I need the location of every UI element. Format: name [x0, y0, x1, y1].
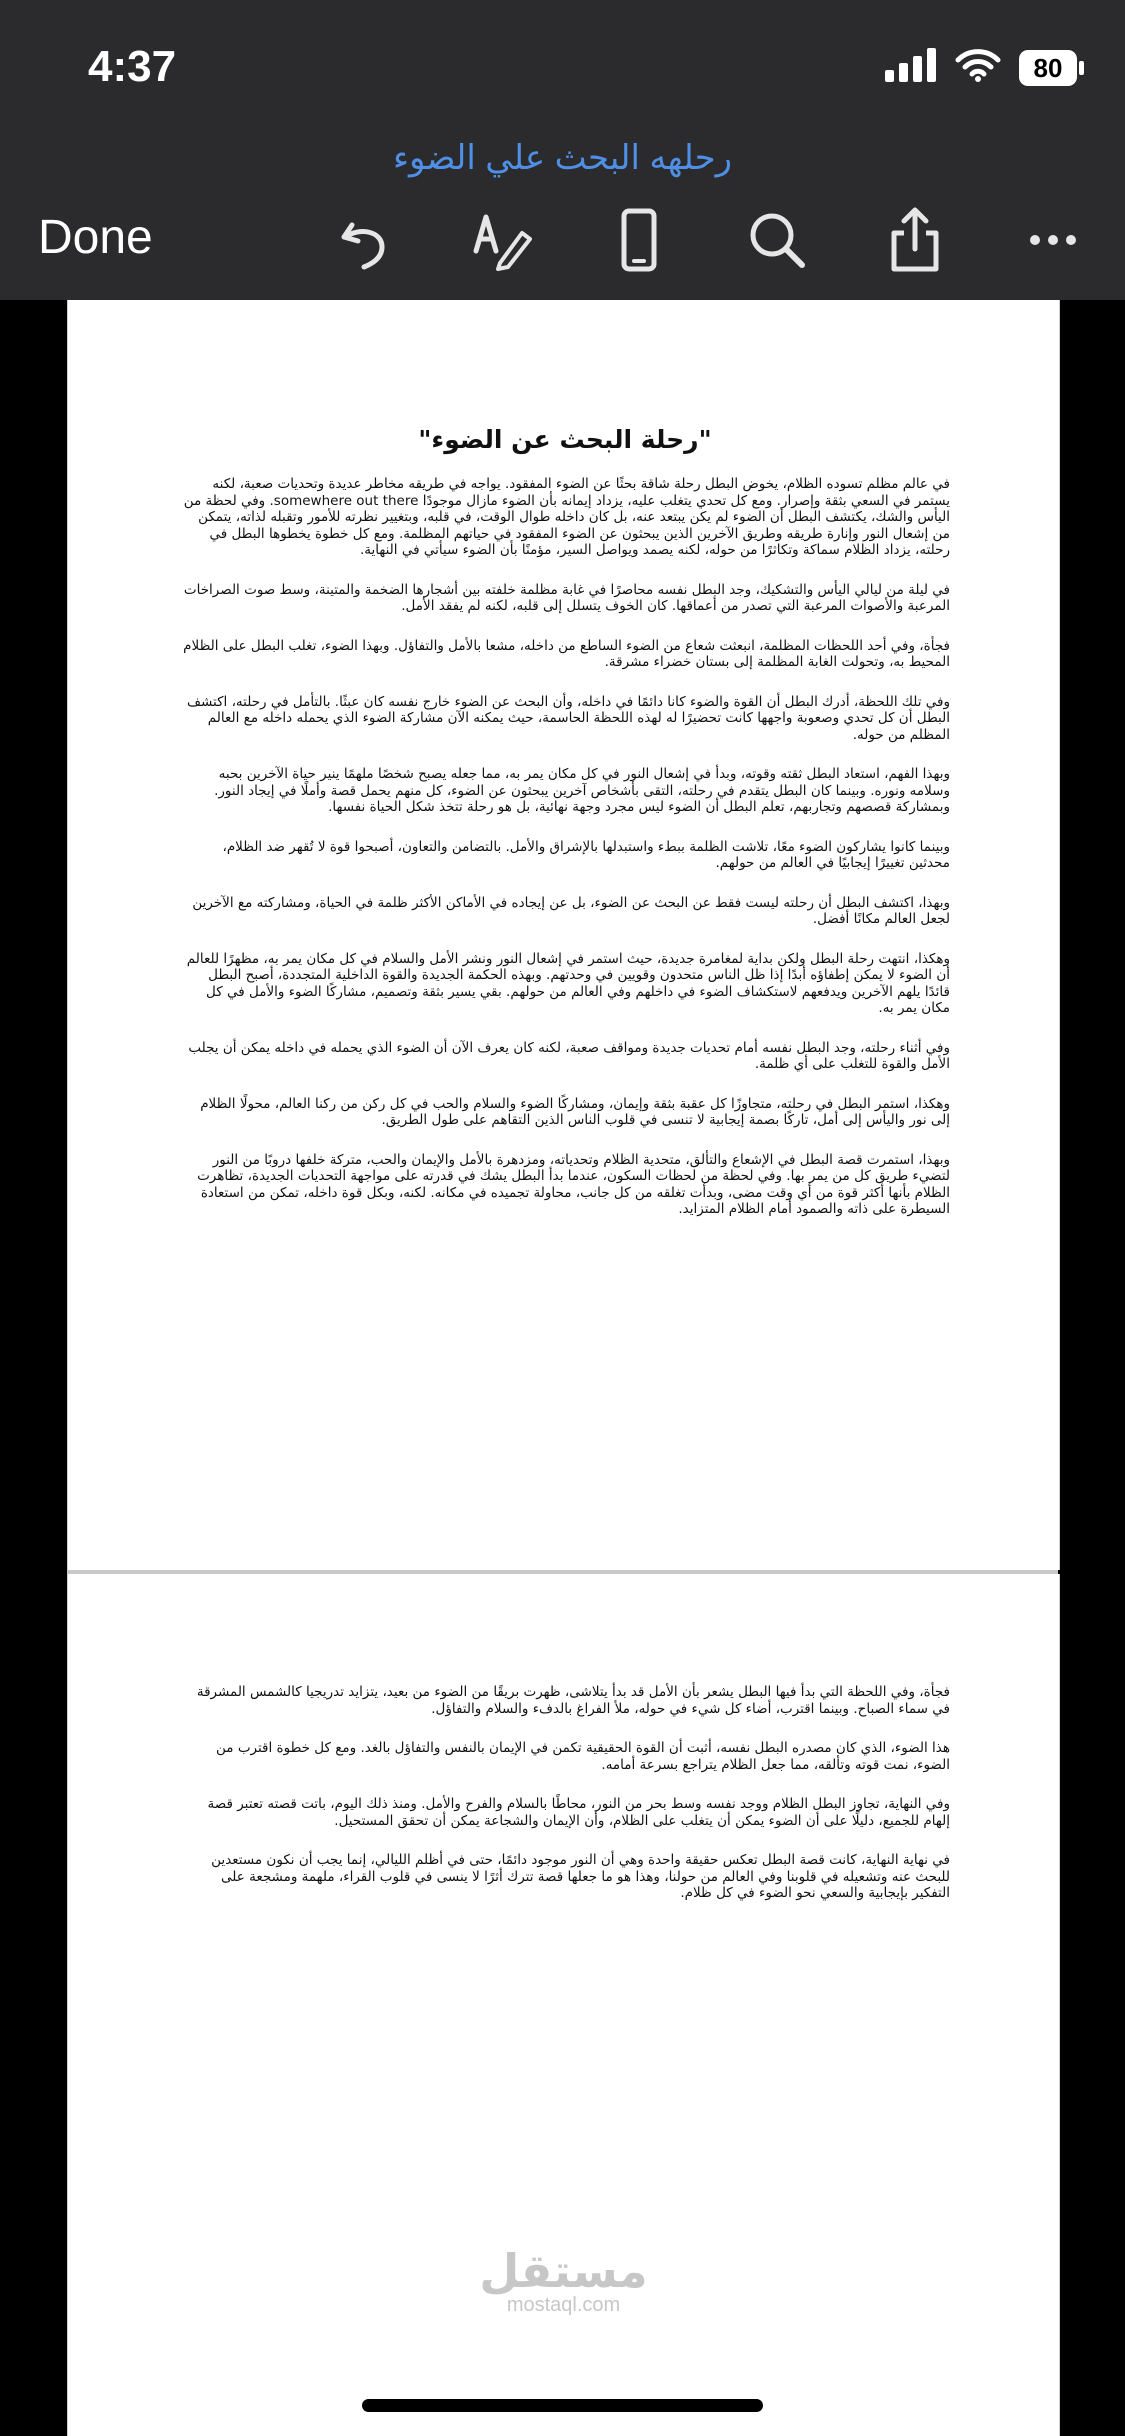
document-page-1 [67, 300, 1060, 1570]
document-heading: "رحلة البحث عن الضوء" [418, 425, 712, 454]
paragraph: وهكذا، انتهت رحلة البطل ولكن بداية لمغامرة جديدة، حيث استمر في إشعال النور ونشر الأمل والسلام في كل مكان يمر به، مظهرًا للعالم أن الضوء لا يمكن إطفاؤه أبدًا إذا ظل الناس متحدون وقويين في وحدتهم. وبهذه الحكمة الجديدة والقوة الداخلية المتجددة، أصبح البطل قائدًا يلهم الآخرين ويدفعهم لاستكشاف الضوء في داخلهم وفي العالم من حولهم. بقي يسير بثقة وتصميم، مشاركًا الضوء والأمل في كل مكان يمر به. [186, 950, 950, 1016]
undo-button[interactable] [330, 205, 400, 275]
phone-view-icon [604, 205, 674, 275]
status-time: 4:37 [88, 42, 177, 91]
status-icons [885, 48, 1085, 87]
paragraph: في ليلة من ليالي اليأس والتشكيك، وجد البطل نفسه محاصرًا في غابة مظلمة خلفته بين أشجارها الضخمة والمتينة، وسط صوت الصراخات المرعبة والأصوات المرعبة التي تصدر من أعماقها. كان الخوف يتسلل إلى قلبه، لكنه لم يفقد الأمل. [183, 581, 950, 614]
more-icon [1018, 205, 1088, 275]
page-1-content [180, 424, 950, 1241]
page-2-content [180, 1684, 950, 1925]
markup-button[interactable] [466, 205, 536, 275]
paragraph: فجأة، وفي اللحظة التي بدأ فيها البطل يشعر بأن الأمل قد بدأ يتلاشى، ظهرت بريقًا من الضوء من بعيد، يتزايد تدريجيا كالشمس المشرقة في سماء الصباح. وبينما اقترب، أضاء كل شيء في حوله، ملأ الفراغ بالدفء والسلام والتفاؤل. [196, 1684, 950, 1717]
paragraph: وفي أثناء رحلته، وجد البطل نفسه أمام تحديات جديدة ومواقف صعبة، لكنه كان يعرف الآن أن الضوء الذي يحمله في داخله يمكن أن يجلب الأمل والقوة للتغلب على أي ظلمة. [188, 1039, 950, 1072]
paragraph: في عالم مظلم تسوده الظلام، يخوض البطل رحلة شاقة بحثًا عن الضوء المفقود. يواجه في طريقه مخاطر عديدة وتحديات صعبة، لكنه يستمر في السعي بثقة وإصرار. ومع كل تحدي يتغلب عليه، يزداد إيمانه بأن الضوء مازال موجودًا somewhere out there. وفي لحظة من اليأس والشك، يكتشف البطل أن الضوء لم يكن يبتعد عنه، بل كان داخله طوال الوقت، في قلبه، وبتغيير نظرته للأمور وتقبله لذاته، يتمكن من إشعال النور وإنارة طريقه وطريق الآخرين الذين يبحثون عن الضوء المفقود في حياتهم المظلمة. ومع كل خطوة يخطوها البطل في رحلته، يزداد الظلام سماكة وتكاثرًا من حوله، لكنه يصمد ويواصل السير، مؤمنًا بأن الضوء سيأتي في النهاية. [183, 476, 950, 558]
paragraph: وبهذا الفهم، استعاد البطل ثقته وقوته، وبدأ في إشعال النور في كل مكان يمر به، مما جعله يصبح شخصًا ملهمًا ينير حياة الآخرين بحبه وسلامه ونوره. وبينما كان البطل يتقدم في رحلته، التقى بأشخاص آخرين يبحثون عن الضوء، كل منهم يحمل قصة وأملًا في إيجاد النور. وبمشاركة قصصهم وتجاربهم، تعلم البطل أن الضوء ليس مجرد وجهة نهائية، بل هو رحلة تتخذ شكل الحياة نفسها. [214, 766, 950, 815]
right-margin [1058, 300, 1125, 2436]
markup-pen-icon [466, 205, 536, 275]
phone-view-button[interactable] [604, 205, 674, 275]
paragraph: وبينما كانوا يشاركون الضوء معًا، تلاشت الظلمة ببطء واستبدلها بالإشراق والأمل. بالتضامن والتعاون، أصبحوا قوة لا تُقهر ضد الظلام، محدثين تغييرًا إيجابيًا في العالم من حولهم. [222, 838, 950, 871]
paragraph: وبهذا، استمرت قصة البطل في الإشعاع والتألق، متحدية الظلام وتحدياته، ومزدهرة بالأمل والإيمان والحب، متركة خلفها دروبًا من النور لتضيء طريق كل من يمر بها. وفي لحظة من لحظات السكون، عندما بدأ البطل يشك في قدرته على مواجهة التحديات الجديدة، تظاهرت الظلام بأنها أكثر قوة من أي وقت مضى، وبدأت تغلقه من كل جانب، محاولة تجميده في مكانه. لكنه، وبكل قوة داخله، تمكن من استعادة السيطرة على ذاته والصمود أمام الظلام المتزايد. [197, 1151, 950, 1217]
cellular-signal-icon [885, 48, 937, 87]
search-button[interactable] [742, 205, 812, 275]
paragraph: هذا الضوء، الذي كان مصدره البطل نفسه، أثبت أن القوة الحقيقية تكمن في الإيمان بالنفس والتفاؤل بالغد. ومع كل خطوة اقترب من الضوء، نمت قوته وتألقه، مما جعل الظلام يتراجع بسرعة أمامه. [216, 1740, 950, 1773]
paragraph: وفي النهاية، تجاوز البطل الظلام ووجد نفسه وسط بحر من النور، محاطًا بالسلام والفرح والأمل. ومنذ ذلك اليوم، باتت قصته تعتبر قصة إلهام للجميع، دليلًا على أن الضوء يمكن أن يتغلب على الظلام، وأن الإيمان والشجاعة يمكن أن تحقق المستحيل. [207, 1796, 950, 1829]
paragraph: فجأة، وفي أحد اللحظات المظلمة، انبعثت شعاع من الضوء الساطع من داخله، مشعا بالأمل والتفاؤل. وبهذا الضوء، تغلب البطل على الظلام المحيط به، وتحولت الغابة المظلمة إلى بستان خضراء مشرقة. [183, 637, 950, 670]
paragraph: وفي تلك اللحظة، أدرك البطل أن القوة والضوء كانا دائمًا في داخله، وأن البحث عن الضوء خارج نفسه كان عبثًا. بالتأمل في رحلته، اكتشف البطل أن كل تحدي وصعوبة واجهها كانت تحضيرًا له لهذه اللحظة الحاسمة، حيث يمكنه الآن مشاركة الضوء الذي يحمله داخله مع العالم المظلم من حوله. [187, 693, 950, 743]
more-button[interactable] [1018, 205, 1088, 275]
home-indicator[interactable] [362, 2399, 763, 2412]
document-page-2 [67, 1574, 1060, 2436]
battery-level: 80 [1033, 52, 1063, 83]
watermark-url: mostaql.com [506, 2294, 621, 2316]
top-toolbar [0, 0, 1125, 300]
document-title[interactable]: رحلهه البحث علي الضوء [392, 139, 733, 177]
watermark [68, 2244, 1059, 2317]
wifi-icon [955, 48, 1001, 87]
done-button[interactable]: Done [38, 211, 153, 264]
watermark-logo-text: مستقل [479, 2245, 648, 2297]
share-icon [880, 205, 950, 275]
undo-icon [330, 205, 400, 275]
left-margin [0, 300, 67, 2436]
paragraph: وهكذا، استمر البطل في رحلته، متجاوزًا كل عقبة بثقة وإيمان، ومشاركًا الضوء والسلام والحب في كل ركن من ركنا العالم، محولًا الظلام إلى نور واليأس إلى أمل، تاركًا بصمة إيجابية لا تنسى في قلوب الناس الذين التقاهم على طول الطريق. [200, 1095, 950, 1128]
share-button[interactable] [880, 205, 950, 275]
paragraph: وبهذا، اكتشف البطل أن رحلته ليست فقط عن البحث عن الضوء، بل عن إيجاده في الأماكن الأكثر ظلمة في الحياة، ومشاركته مع الآخرين لجعل العالم مكانًا أفضل. [192, 894, 950, 927]
search-icon [742, 205, 812, 275]
battery-icon [1019, 50, 1085, 86]
paragraph: في نهاية النهاية، كانت قصة البطل تعكس حقيقة واحدة وهي أن النور موجود دائمًا، حتى في أظلم الليالي، إنما يجب أن نكون مستعدين للبحث عنه وتشعيله في قلوبنا وفي العالم من حولنا، وهذا هو ما جعلها قصة تترك أثرًا لا ينسى في قلوب القراء، ملهمة ومشجعة على التفكير بإيجابية والسعي نحو الضوء في كل ظلام. [211, 1852, 950, 1901]
